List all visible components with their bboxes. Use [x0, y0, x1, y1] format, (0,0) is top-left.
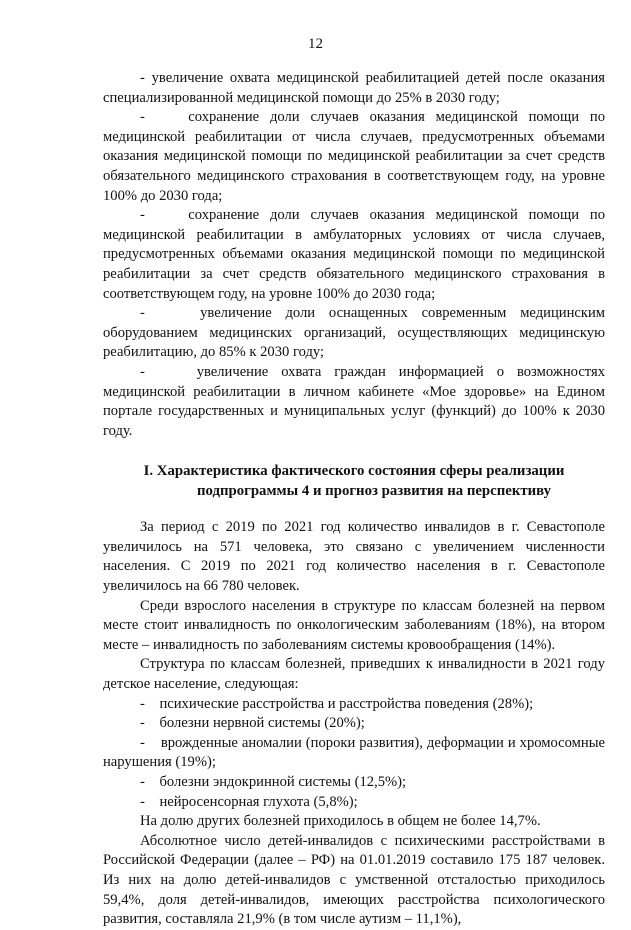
goal-item-rehab-coverage: - увеличение охвата медицинской реабилитацией детей после оказания специализированной медицинской помощи до 25% в 2030 году;	[103, 70, 605, 106]
goal-item-ambulatory-cases: - сохранение доли случаев оказания медицинской помощи по медицинской реабилитации в амбулаторных условиях от числа случаев, предусмотренных объемами оказания медицинской помощи по медицинской реабилитации за счет средств обязательного медицинского страхования в соответствующем году, на уровне 100% до 2030 года;	[103, 207, 605, 302]
document-body	[103, 69, 605, 930]
disease-item-deafness: - нейросенсорная глухота (5,8%);	[140, 793, 358, 810]
disease-item-nervous: - болезни нервной системы (20%);	[140, 715, 365, 732]
section-heading	[103, 461, 605, 501]
paragraph-mental-disorders: Абсолютное число детей-инвалидов с психическими расстройствами в Российской Федерации (далее – РФ) на 01.01.2019 составило 175 187 человек. Из них на долю детей-инвалидов с умственной отсталостью приходилось 59,4%, доля детей-инвалидов, имеющих расстройства психологического развития, составляла 21,9% (в том числе аутизм – 11,1%),	[103, 832, 605, 928]
goal-item-rehab-cases: - сохранение доли случаев оказания медицинской помощи по медицинской реабилитации от числа случаев, предусмотренных объемами оказания медицинской помощи по медицинской реабилитации за счет средств обязательного медицинского страхования в соответствующем году, на уровне 100% до 2030 года;	[103, 109, 605, 204]
paragraph-adult-structure: Среди взрослого населения в структуре по классам болезней на первом месте стоит инвалидность по онкологическим заболеваниям (18%), на втором месте – инвалидность по заболеваниям системы кровообращения (14%).	[103, 597, 605, 653]
disease-item-endocrine: - болезни эндокринной системы (12,5%);	[140, 774, 407, 790]
paragraph-children-structure: Структура по классам болезней, приведших к инвалидности в 2021 году детское население, следующая:	[103, 656, 605, 693]
goal-item-equipment: - увеличение доли оснащенных современным медицинским оборудованием медицинских организаций, осуществляющих медицинскую реабилитацию, до 85% к 2030 году;	[103, 305, 605, 361]
page-number: 12	[308, 36, 323, 52]
disease-item-congenital: - врожденные аномалии (пороки развития), деформации и хромосомные нарушения (19%);	[103, 734, 605, 771]
paragraph-disabled-count: За период с 2019 по 2021 год количество инвалидов в г. Севастополе увеличилось на 571 человека, это связано с увеличением численности населения. С 2019 по 2021 год количество населения в г. Севастополе увеличилось на 66 780 человек.	[103, 519, 605, 595]
paragraph-other-diseases: На долю других болезней приходилось в общем не более 14,7%.	[140, 813, 541, 830]
goal-item-information: - увеличение охвата граждан информацией о возможностях медицинской реабилитации в личном кабинете «Мое здоровье» на Едином портале государственных и муниципальных услуг (функций) до 100% к 2030 году.	[103, 363, 605, 439]
section-heading-line2: подпрограммы 4 и прогноз развития на перспективу	[196, 483, 552, 500]
disease-item-mental: - психические расстройства и расстройства поведения (28%);	[140, 695, 534, 712]
section-heading-line1: I. Характеристика фактического состояния сферы реализации	[143, 463, 565, 480]
